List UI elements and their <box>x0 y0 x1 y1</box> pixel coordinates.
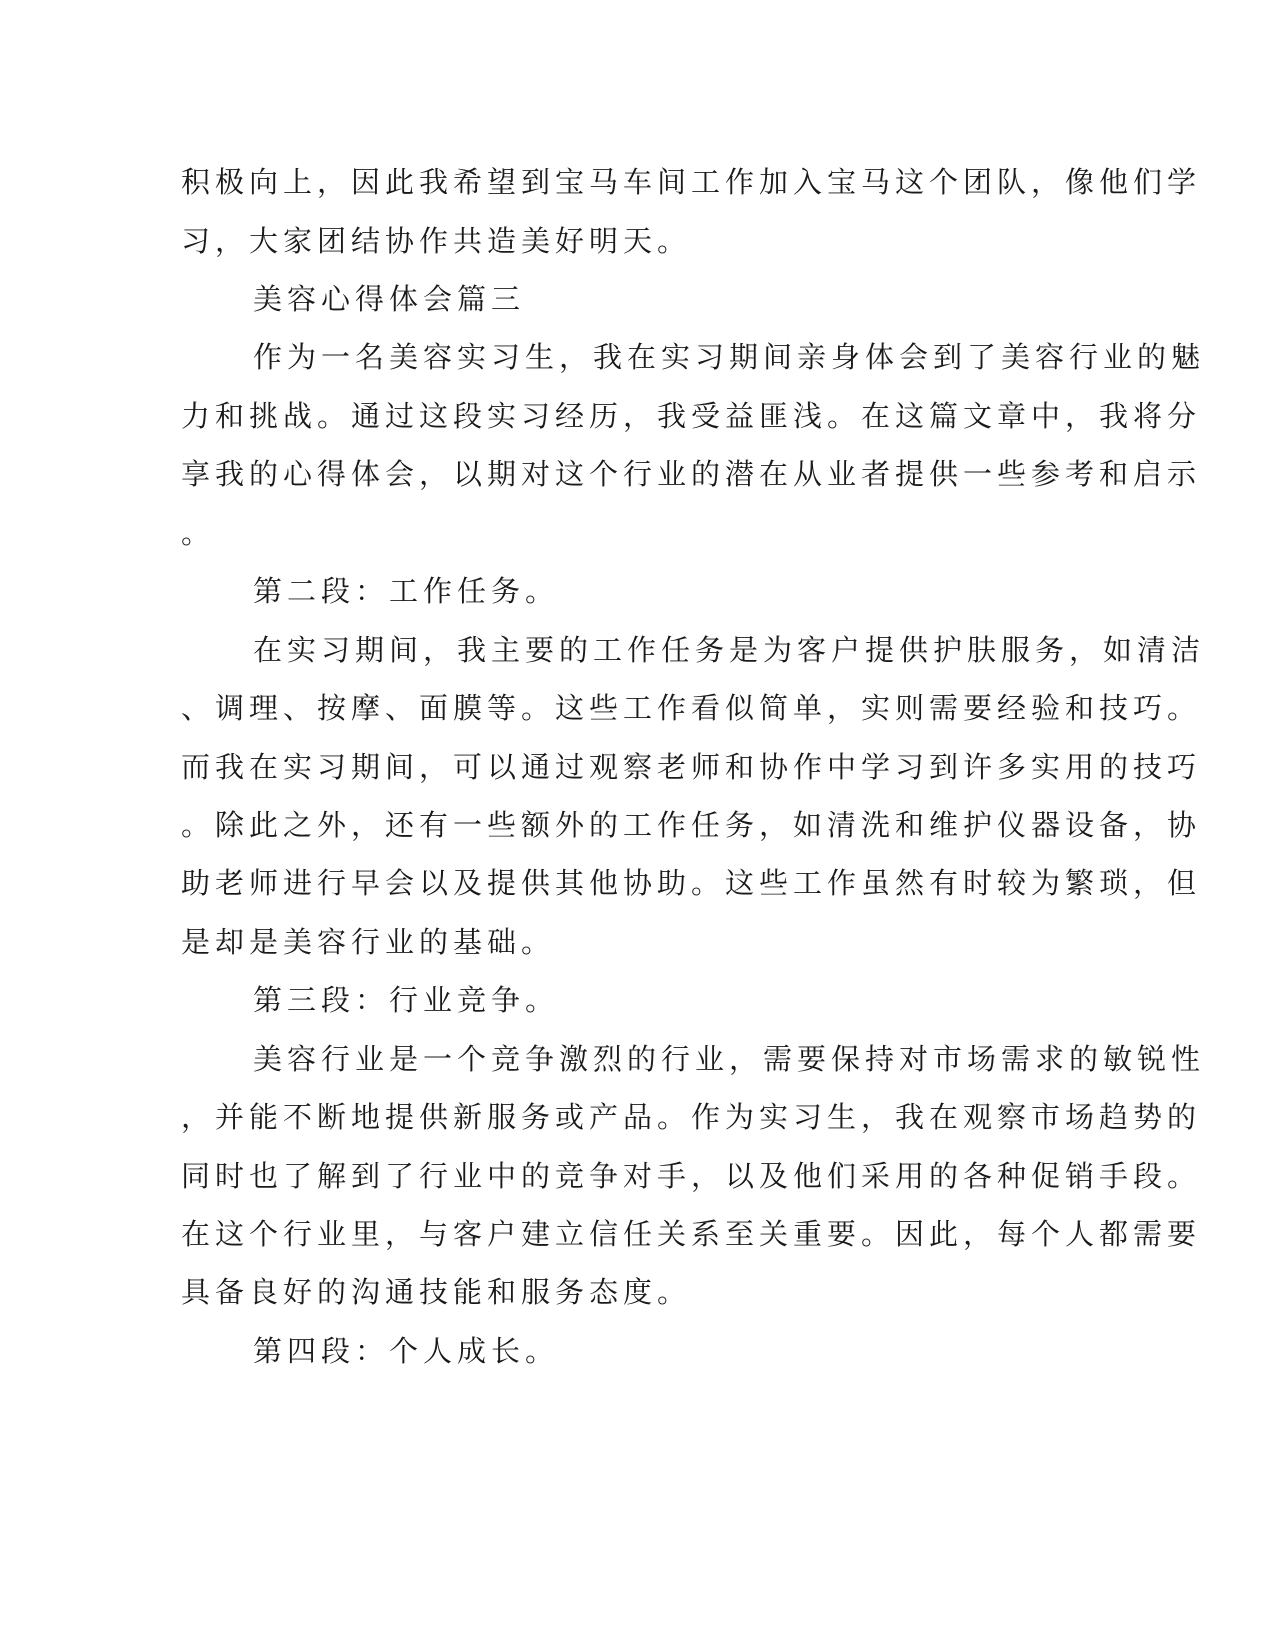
text-line: 积极向上，因此我希望到宝马车间工作加入宝马这个团队，像他们学 <box>181 165 1202 199</box>
text-line: 是却是美容行业的基础。 <box>181 925 556 959</box>
text-line: 享我的心得体会，以期对这个行业的潜在从业者提供一些参考和启示 <box>181 457 1202 491</box>
text-line: 在实习期间，我主要的工作任务是为客户提供护肤服务，如清洁 <box>253 633 1206 667</box>
text-line: 。除此之外，还有一些额外的工作任务，如清洗和维护仪器设备，协 <box>181 808 1202 842</box>
text-line: 在这个行业里，与客户建立信任关系至关重要。因此，每个人都需要 <box>181 1217 1202 1251</box>
section-heading: 美容心得体会篇三 <box>253 282 526 316</box>
text-line: 助老师进行早会以及提供其他协助。这些工作虽然有时较为繁琐，但 <box>181 866 1202 900</box>
text-line: 美容行业是一个竞争激烈的行业，需要保持对市场需求的敏锐性 <box>253 1042 1206 1076</box>
text-line: 具备良好的沟通技能和服务态度。 <box>181 1275 692 1309</box>
text-line: 、调理、按摩、面膜等。这些工作看似简单，实则需要经验和技巧。 <box>181 691 1202 725</box>
text-line: 。 <box>181 516 216 550</box>
text-line: 而我在实习期间，可以通过观察老师和协作中学习到许多实用的技巧 <box>181 750 1202 784</box>
text-line: 习，大家团结协作共造美好明天。 <box>181 224 692 258</box>
section-heading: 第四段：个人成长。 <box>253 1334 560 1368</box>
text-line: 力和挑战。通过这段实习经历，我受益匪浅。在这篇文章中，我将分 <box>181 399 1202 433</box>
text-line: ，并能不断地提供新服务或产品。作为实习生，我在观察市场趋势的 <box>181 1100 1202 1134</box>
section-heading: 第三段：行业竞争。 <box>253 983 560 1017</box>
text-line: 同时也了解到了行业中的竞争对手，以及他们采用的各种促销手段。 <box>181 1159 1202 1193</box>
text-line: 作为一名美容实习生，我在实习期间亲身体会到了美容行业的魅 <box>253 340 1206 374</box>
section-heading: 第二段：工作任务。 <box>253 574 560 608</box>
